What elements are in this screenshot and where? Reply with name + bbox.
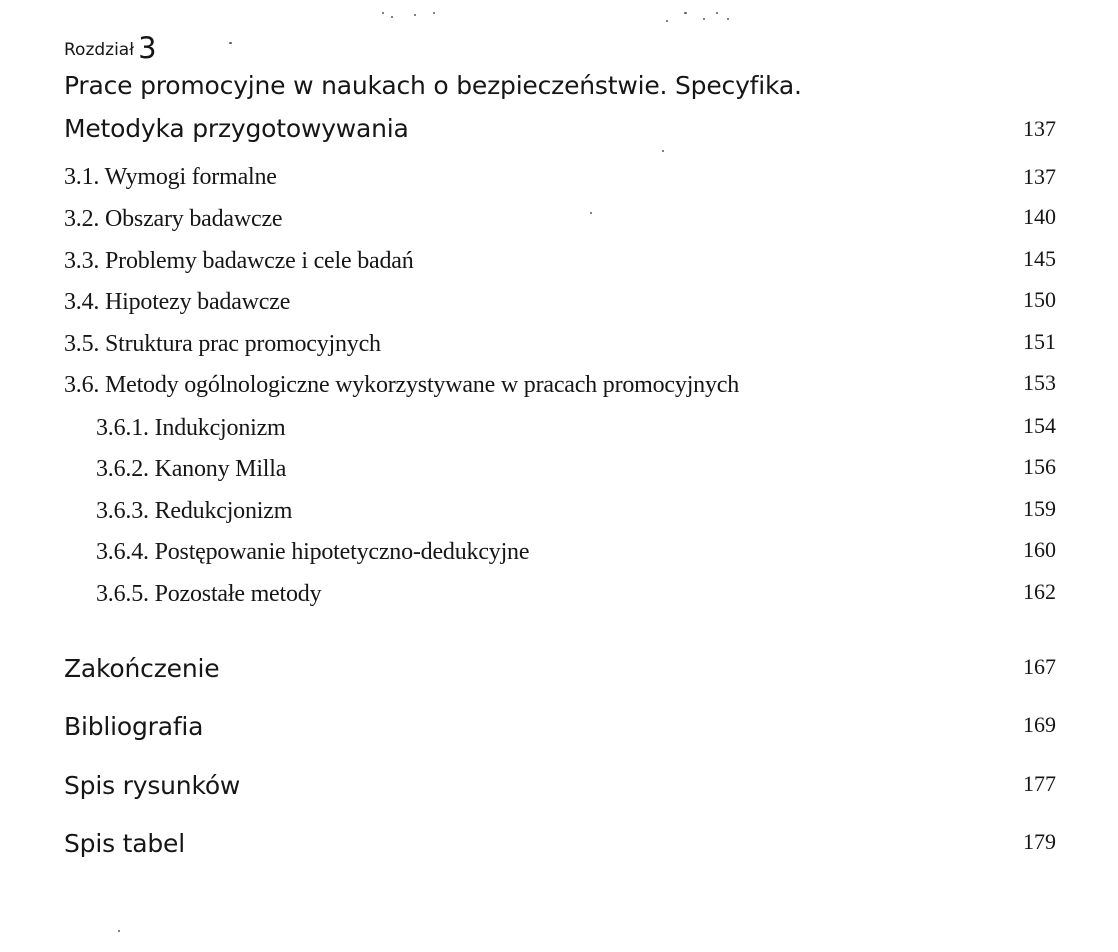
- scan-speck: [727, 18, 729, 20]
- toc-section-label: 3.1. Wymogi formalne: [64, 164, 277, 190]
- chapter-title-line2: Metodyka przygotowywania: [64, 114, 409, 143]
- scan-speck: [590, 212, 592, 214]
- toc-section-page: 151: [1023, 329, 1056, 354]
- toc-section-page: 140: [1023, 204, 1056, 229]
- chapter-label-text: Rozdział: [64, 40, 135, 60]
- scan-speck: [391, 16, 393, 18]
- toc-endmatter-page: 167: [1023, 654, 1056, 679]
- scan-speck: [382, 12, 384, 14]
- toc-endmatter-page: 177: [1023, 771, 1056, 796]
- scan-speck: [229, 42, 232, 44]
- toc-endmatter-page: 169: [1023, 712, 1056, 737]
- toc-section-page: 153: [1023, 370, 1056, 395]
- toc-section-label: 3.5. Struktura prac promocyjnych: [64, 331, 381, 357]
- toc-endmatter-label: Spis rysunków: [64, 771, 241, 800]
- toc-subsection-page: 162: [1023, 579, 1056, 604]
- chapter-number: 3: [138, 31, 157, 65]
- toc-endmatter-label: Bibliografia: [64, 712, 204, 741]
- toc-endmatter-label: Zakończenie: [64, 654, 220, 683]
- scan-speck: [433, 12, 435, 14]
- scan-speck: [703, 18, 705, 20]
- toc-endmatter-label: Spis tabel: [64, 829, 185, 858]
- toc-subsection-label: 3.6.4. Postępowanie hipotetyczno-dedukcyjne: [96, 539, 530, 565]
- toc-section-label: 3.3. Problemy badawcze i cele badań: [64, 248, 414, 274]
- toc-subsection-label: 3.6.3. Redukcjonizm: [96, 498, 293, 524]
- toc-subsection-label: 3.6.2. Kanony Milla: [96, 456, 287, 482]
- toc-section-page: 137: [1023, 164, 1056, 189]
- toc-section-page: 150: [1023, 287, 1056, 312]
- scan-speck: [666, 20, 668, 22]
- chapter-label: [64, 31, 157, 65]
- toc-section-label: 3.4. Hipotezy badawcze: [64, 289, 291, 315]
- toc-subsection-page: 159: [1023, 496, 1056, 521]
- toc-section-label: 3.2. Obszary badawcze: [64, 206, 283, 232]
- toc-endmatter-page: 179: [1023, 829, 1056, 854]
- scan-speck: [118, 930, 120, 932]
- toc-subsection-page: 156: [1023, 454, 1056, 479]
- scan-speck: [662, 150, 664, 152]
- toc-section-page: 145: [1023, 246, 1056, 271]
- scan-speck: [414, 14, 416, 16]
- chapter-page-number: 137: [1023, 116, 1056, 141]
- scan-speck: [716, 12, 718, 14]
- toc-subsection-page: 160: [1023, 537, 1056, 562]
- toc-subsection-label: 3.6.5. Pozostałe metody: [96, 581, 322, 607]
- toc-subsection-label: 3.6.1. Indukcjonizm: [96, 415, 286, 441]
- toc-section-label: 3.6. Metody ogólnologiczne wykorzystywane w pracach promocyjnych: [64, 372, 740, 398]
- chapter-title-line1: Prace promocyjne w naukach o bezpieczeństwie. Specyfika.: [64, 71, 802, 100]
- scan-speck: [684, 12, 687, 14]
- toc-subsection-page: 154: [1023, 413, 1056, 438]
